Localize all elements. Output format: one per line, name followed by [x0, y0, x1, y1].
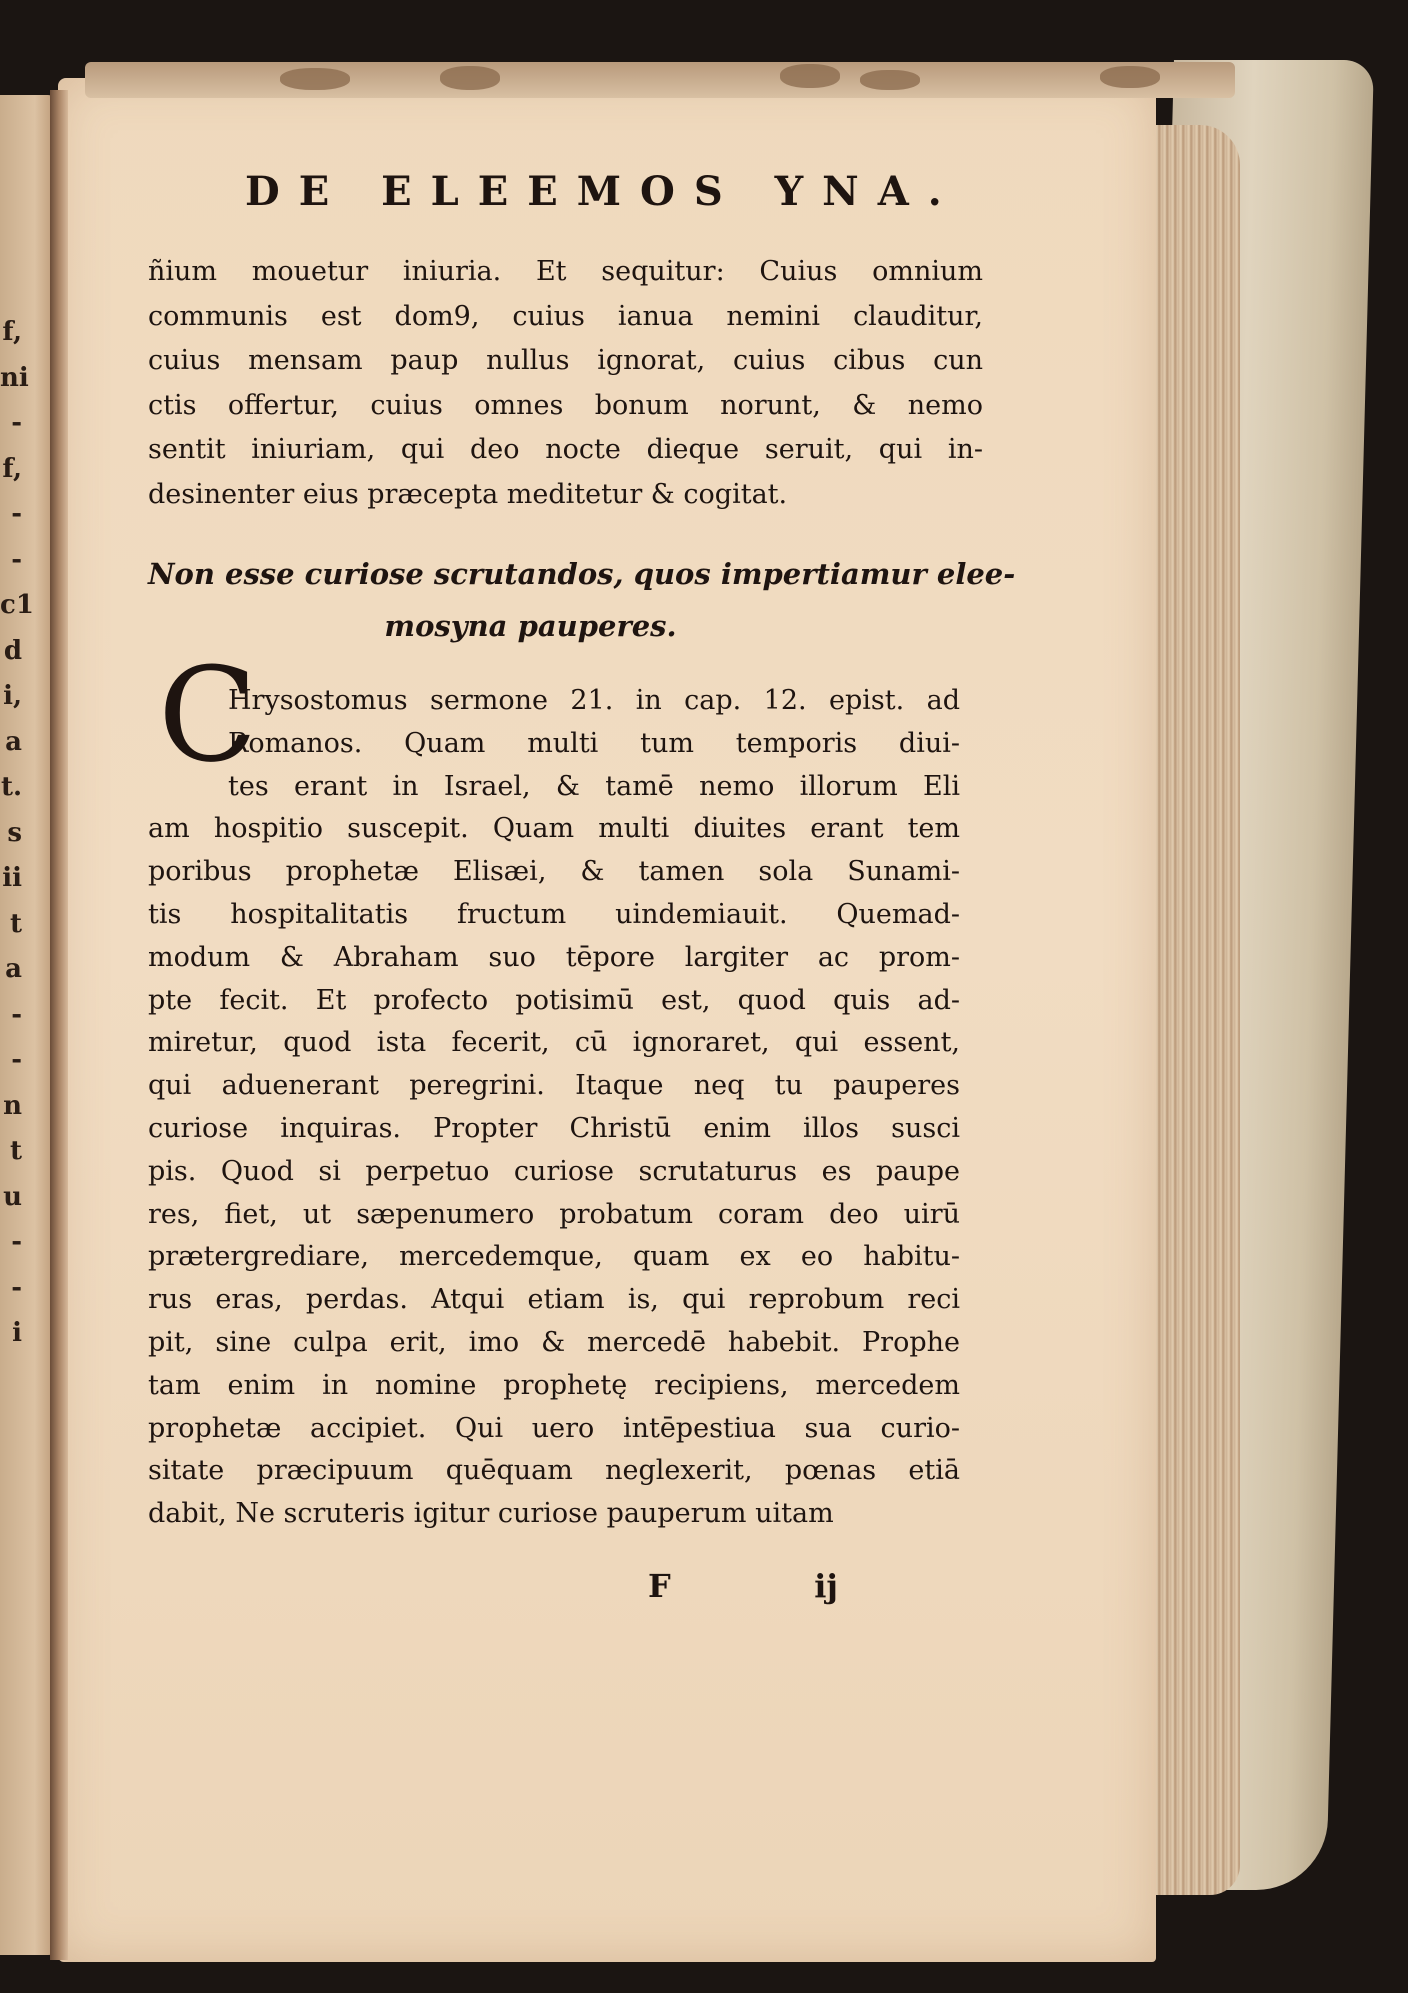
text-line: rus eras, perdas. Atqui etiam is, qui reprobum reci: [148, 1284, 960, 1316]
left-page-fragment: ii: [2, 863, 22, 893]
left-page-fragment: t: [9, 1136, 22, 1166]
left-page-fragment: t.: [0, 772, 22, 802]
text-line: prætergrediare, mercedemque, quam ex eo habitu-: [148, 1241, 960, 1273]
stain-mark: [780, 64, 840, 88]
text-line: am hospitio suscepit. Quam multi diuites erant tem: [148, 813, 960, 845]
text-line: desinenter eius præcepta meditetur & cogitat.: [148, 478, 788, 510]
main-paragraph: [148, 680, 960, 1536]
left-page-fragment: n: [3, 1090, 22, 1121]
left-page-fragment: i: [12, 1318, 22, 1348]
text-line: modum & Abraham suo tēpore largiter ac prom-: [148, 941, 960, 973]
text-line: sitate præcipuum quēquam neglexerit, pœnas etiā: [148, 1455, 960, 1487]
text-line: res, fiet, ut sæpenumero probatum coram deo uirū: [148, 1198, 960, 1230]
book-gutter: [50, 90, 68, 1960]
left-page-fragment: ni: [0, 362, 29, 393]
left-page-fragment: -: [11, 544, 22, 575]
stain-mark: [440, 66, 500, 90]
stain-mark: [860, 70, 920, 90]
text-line: cuius mensam paup nullus ignorat, cuius cibus cun: [148, 345, 983, 376]
text-line: Hrysostomus sermone 21. in cap. 12. epist. ad: [228, 685, 960, 716]
text-line: pis. Quod si perpetuo curiose scrutaturus es paupe: [148, 1155, 960, 1187]
signature-mark: [648, 1567, 838, 1605]
section-heading-line: Non esse curiose scrutandos, quos impertiamur elee-: [148, 557, 1016, 591]
left-page-fragment: -: [11, 1272, 22, 1303]
stain-mark: [1100, 66, 1160, 88]
left-page-fragment: -: [11, 999, 22, 1030]
text-line: ñium mouetur iniuria. Et sequitur: Cuius omnium: [148, 256, 983, 287]
text-line: ctis offertur, cuius omnes bonum norunt, & nemo: [148, 389, 983, 421]
left-page-fragment: f,: [2, 453, 22, 484]
text-line: poribus prophetæ Elisæi, & tamen sola Sunami-: [148, 856, 960, 888]
left-page-fragment: i,: [3, 681, 22, 711]
text-line: prophetæ accipiet. Qui uero intēpestiua sua curio-: [148, 1412, 960, 1444]
stain-mark: [280, 68, 350, 90]
text-line: Romanos. Quam multi tum temporis diui-: [228, 727, 960, 759]
opening-text: [148, 250, 983, 517]
left-page-fragment: u: [3, 1181, 22, 1212]
text-line: pte fecit. Et profecto potisimū est, quod quis ad-: [148, 984, 960, 1016]
text-line: tam enim in nomine prophetę recipiens, mercedem: [148, 1369, 960, 1401]
text-line: communis est dom9, cuius ianua nemini clauditur,: [148, 300, 983, 332]
left-page-fragment: d: [3, 635, 22, 666]
text-line: tes erant in Israel, & tamē nemo illorum Eli: [228, 770, 960, 802]
left-page-fragment: c1: [0, 590, 34, 620]
text-line: sentit iniuriam, qui deo nocte dieque seruit, qui in-: [148, 434, 983, 465]
left-page-fragment: -: [11, 408, 22, 438]
left-page-fragment: -: [11, 1045, 22, 1075]
text-line: dabit, Ne scruteris igitur curiose pauperum uitam: [148, 1498, 834, 1530]
text-line: miretur, quod ista fecerit, cū ignoraret, qui essent,: [148, 1027, 960, 1059]
top-edge-stain: [85, 62, 1235, 98]
left-page-fragment: a: [5, 954, 22, 984]
left-page-fragment: -: [11, 1227, 22, 1257]
signature-letter: F: [648, 1567, 671, 1605]
left-page-fragment: t: [9, 908, 22, 939]
left-page-fragment: a: [5, 726, 22, 757]
text-line: curiose inquiras. Propter Christū enim illos susci: [148, 1112, 960, 1144]
text-line: qui aduenerant peregrini. Itaque neq tu pauperes: [148, 1070, 960, 1102]
running-head: DE ELEEMOS YNA.: [245, 168, 961, 215]
section-heading-line: mosyna pauperes.: [384, 609, 677, 643]
drop-cap: C: [158, 639, 258, 791]
left-page-fragment: f,: [2, 317, 22, 347]
left-page-fragment: -: [11, 499, 22, 529]
text-line: tis hospitalitatis fructum uindemiauit. Quemad-: [148, 898, 960, 930]
left-page-fragments: [0, 310, 34, 1357]
section-heading: [148, 548, 1016, 652]
left-page-fragment: s: [7, 817, 22, 848]
text-line: pit, sine culpa erit, imo & mercedē habebit. Prophe: [148, 1326, 960, 1358]
signature-number: ij: [814, 1567, 838, 1605]
